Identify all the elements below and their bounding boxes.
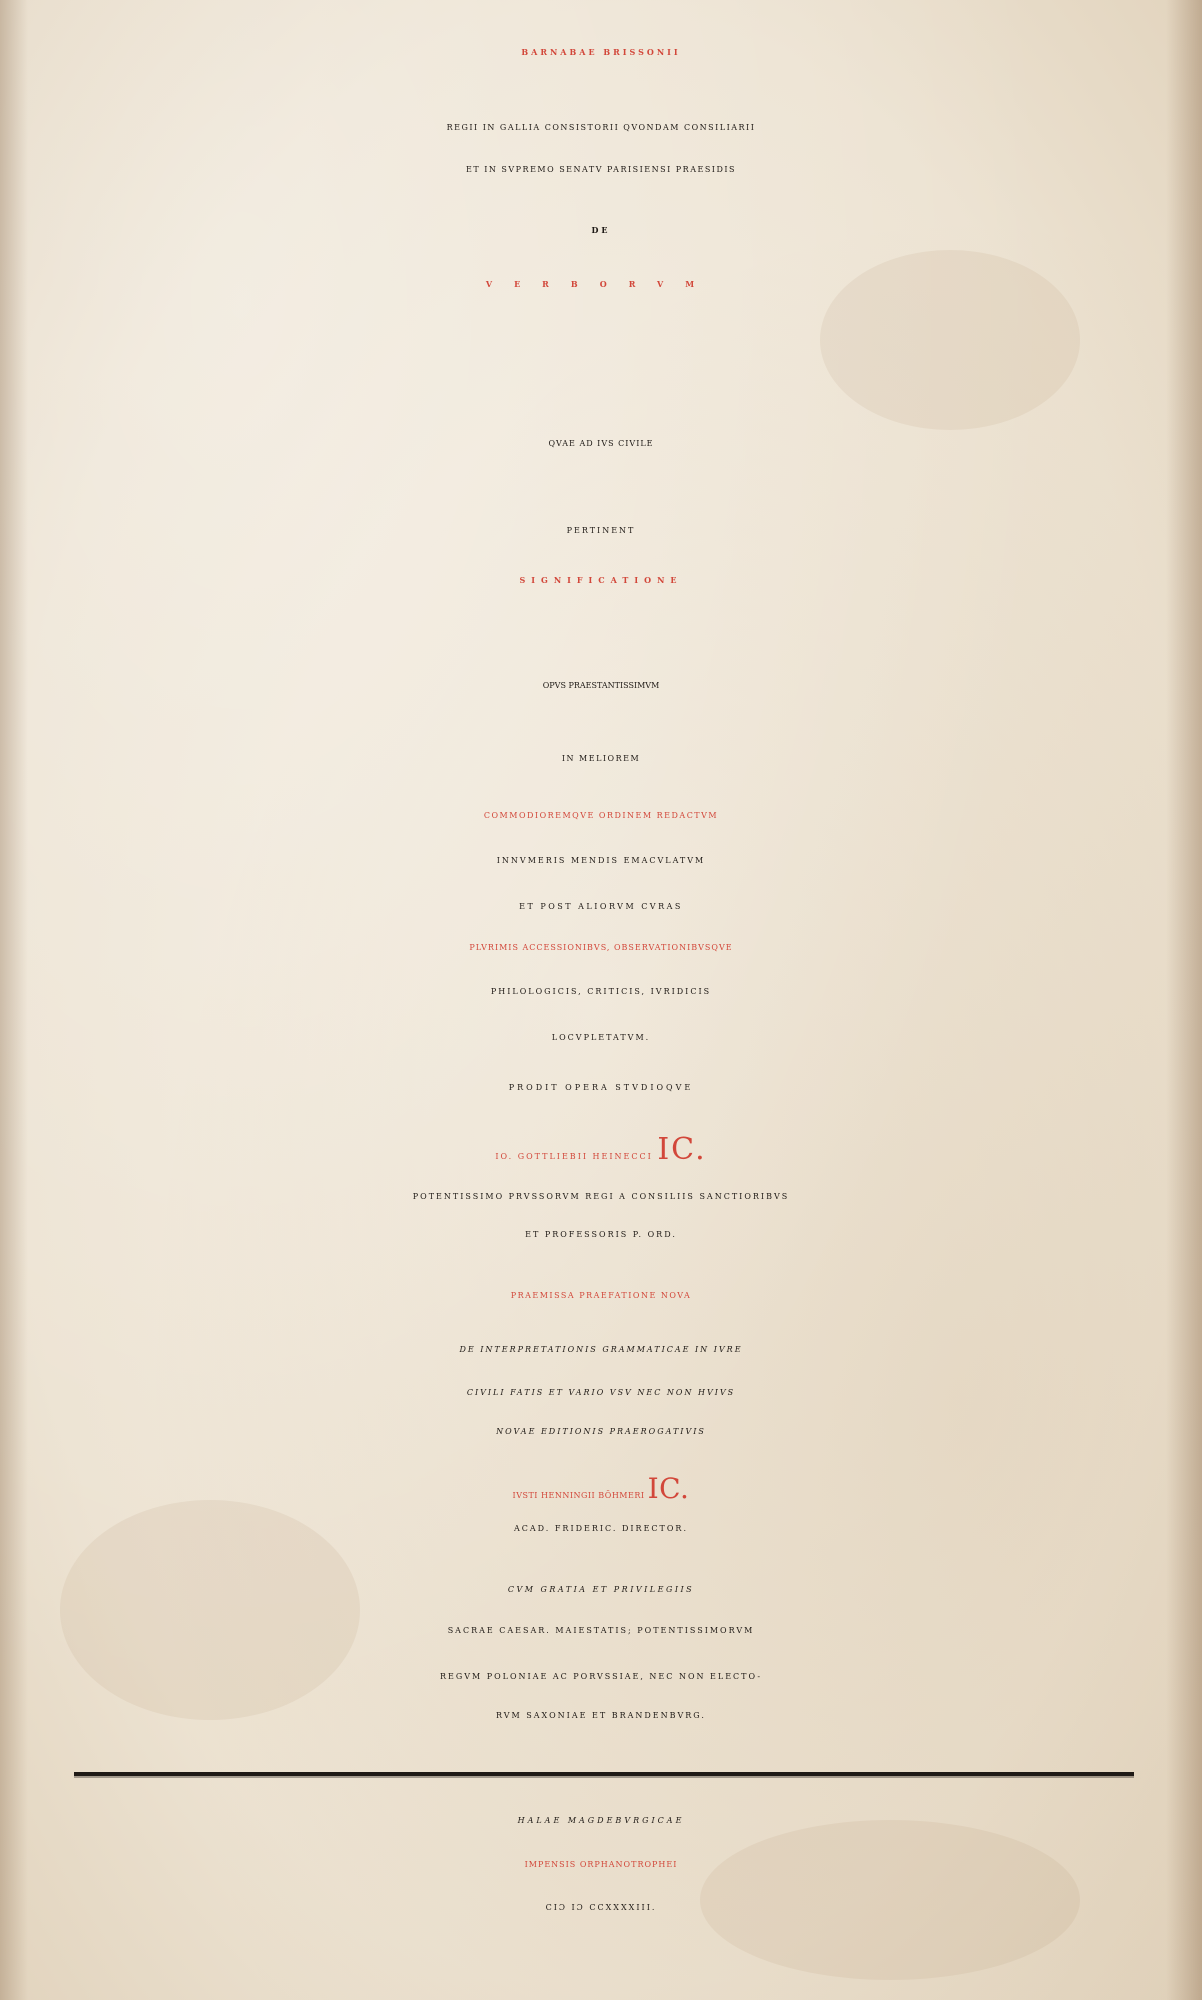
paper-stain <box>60 1500 360 1720</box>
privilege-line-4: RVM SAXONIAE ET BRANDENBVRG. <box>496 1711 706 1720</box>
subtitle-philologicis: PHILOLOGICIS, CRITICIS, IVRIDICIS <box>490 987 712 996</box>
preface-author-office: ACAD. FRIDERIC. DIRECTOR. <box>513 1524 688 1533</box>
preface-title-line-3: NOVAE EDITIONIS PRAEROGATIVIS <box>496 1427 706 1436</box>
author-office-line-1: REGII IN GALLIA CONSISTORII QVONDAM CONSILIARII <box>446 123 756 132</box>
editor-name: IO. GOTTLIEBII HEINECCI <box>495 1152 653 1161</box>
title-quae-ad-ius-civile: QVAE AD IVS CIVILE <box>548 439 654 448</box>
author-name: BARNABAE BRISSONII <box>521 47 681 57</box>
paper-stain <box>820 250 1080 430</box>
author-office-line-2: ET IN SVPREMO SENATV PARISIENSI PRAESIDIS <box>465 165 737 174</box>
privilege-line-3: REGVM POLONIAE AC PORVSSIAE, NEC NON ELECTO- <box>439 1672 763 1681</box>
editor-suffix: IC. <box>657 1132 707 1167</box>
imprint-place: HALAE MAGDEBVRGICAE <box>517 1816 685 1825</box>
subtitle-post: ET POST ALIORVM CVRAS <box>519 902 683 911</box>
prodit-line: PRODIT OPERA STVDIOQVE <box>508 1083 694 1092</box>
preface-title-line-1: DE INTERPRETATIONIS GRAMMATICAE IN IVRE <box>459 1345 743 1354</box>
title-significatione: SIGNIFICATIONE <box>519 575 683 585</box>
horizontal-rule <box>74 1772 1134 1776</box>
title-pertinent: PERTINENT <box>566 526 636 535</box>
subtitle-innumeris: INNVMERIS MENDIS EMACVLATVM <box>496 856 706 865</box>
imprint-year: CIƆ IƆ CCXXXXIII. <box>545 1903 657 1912</box>
imprint-publisher: IMPENSIS ORPHANOTROPHEI <box>524 1860 678 1869</box>
subtitle-opus: OPVS PRAESTANTISSIMVM <box>542 681 660 690</box>
privilege-line-2: SACRAE CAESAR. MAIESTATIS; POTENTISSIMORVM <box>447 1626 755 1635</box>
title-de: DE <box>591 225 611 235</box>
subtitle-plurimis: PLVRIMIS ACCESSIONIBVS, OBSERVATIONIBVSQVE <box>469 943 733 952</box>
subtitle-locupletatum: LOCVPLETATVM. <box>551 1033 651 1042</box>
preface-title-line-2: CIVILI FATIS ET VARIO VSV NEC NON HVIVS <box>466 1388 736 1397</box>
preface-author-name: IVSTI HENNINGII BÖHMERI <box>512 1491 645 1500</box>
paper-stain <box>700 1820 1080 1980</box>
subtitle-commodiorem: COMMODIOREMQVE ORDINEM REDACTVM <box>483 811 719 820</box>
title-verborum: VERBORVM <box>485 279 717 289</box>
editor-office-line-1: POTENTISSIMO PRVSSORVM REGI A CONSILIIS SANCTIORIBVS <box>412 1192 790 1201</box>
preface-author-line <box>0 1472 1202 1505</box>
editor-line <box>0 1132 1202 1167</box>
privilege-line-1: CVM GRATIA ET PRIVILEGIIS <box>507 1585 695 1594</box>
preface-heading: PRAEMISSA PRAEFATIONE NOVA <box>510 1291 692 1300</box>
editor-office-line-2: ET PROFESSORIS P. ORD. <box>525 1230 677 1239</box>
subtitle-in-meliorem: IN MELIOREM <box>561 754 641 763</box>
preface-author-suffix: IC. <box>647 1472 690 1505</box>
